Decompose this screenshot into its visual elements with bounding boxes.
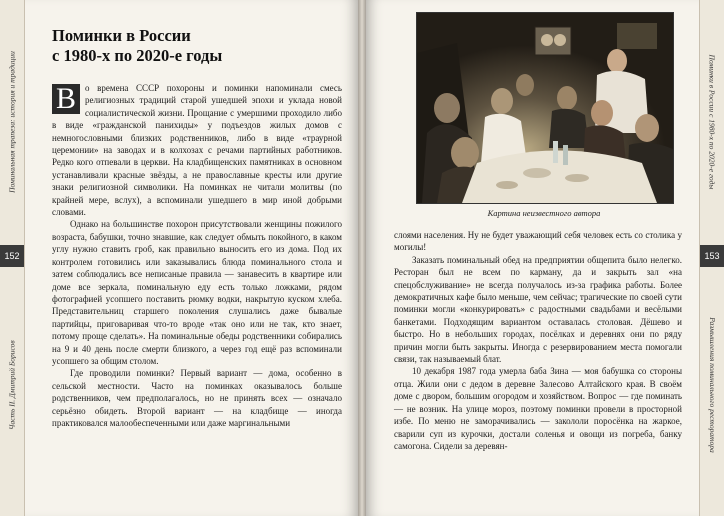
paragraph: Где проводили поминки? Первый вариант — дома, особенно в сельской местности. Часто на поминках оказывалось больше родственников, чем предполагалось, но не принять всех — означало серьёзно обидеть. Второй вариант — на кладбище — иногда практиковался малообеспеченными или даже маргинальными	[52, 368, 342, 428]
paragraph: Заказать поминальный обед на предприятии общепита было нелегко. Ресторан был не всем по карману, да и закрыть зал «на спецобслуживание» не всегда получалось из-за графика работы. Более демократичных кафе было меньше, чем сейчас; трагические по своей сути поминки могли «конкурировать» с радостными свадьбами и весёлыми банкетами. Подходящим вариантом оставалась столовая. Дёшево и быстро. Но в небольших городах, посёлках и деревнях они по ряду причин могли быть закрыты. Иногда с резервированием места помогали связи, так называемый блат.	[394, 254, 682, 365]
painting-image	[416, 12, 674, 204]
left-running-head-bottom: Часть II. Дмитрий Борисов	[7, 340, 17, 430]
right-body-text	[394, 229, 682, 452]
image-caption: Картина неизвестного автора	[487, 208, 601, 218]
right-running-head-bottom: Размышления поминального ресторатора	[707, 317, 717, 453]
left-page-number: 152	[0, 245, 24, 267]
right-page-number: 153	[700, 245, 724, 267]
right-page	[366, 0, 724, 516]
paragraph: 10 декабря 1987 года умерла баба Зина — моя бабушка со стороны отца. Жили они с дедом в деревне Залесово Алтайского края. В своём доме с двором, большим огородом и хозяйством. Вопрос — где поминать — не возник. На улице мороз, поэтому поминки провели в просторной избе. По меню не заморачивались — закололи поросёнка на жаркое, сварили суп из курочки, достали соленья и овощи из погреба, банку самогона. Сидели за деревян-	[394, 366, 682, 451]
paragraph: слоями населения. Ну не будет уважающий себя человек есть со столика у могилы!	[394, 230, 682, 253]
right-running-head-top: Поминки в России с 1980-х по 2020-е годы	[707, 54, 717, 190]
painting-illustration	[417, 13, 673, 203]
paragraph: Однако на большинстве похорон присутствовали женщины пожилого возраста, бабушки, точно знавшие, как следует обмыть покойного, в каком углу нужно ставить гроб, как правильно выносить его из дома. Под их контролем готовились или заказывались блюда поминального стола и затем соблюдались все неписаные правила — занавесить в квартире или доме все зеркала, поминальную еду есть только ложками, рядом фотографией усопшего поставить рюмку водки, накрытую куском хлеба. Представительниц старшего поколения слушались даже бывалые партийцы, приговаривая что-то вроде «так оно или не так, кто знает, потому проще сделать». На поминальные обеды родственники собирались на 9 и 40 день после смерти близкого, а через год ещё раз вспоминали усопшего за общим столом.	[52, 219, 342, 366]
chapter-title-line2: с 1980-х по 2020-е годы	[52, 46, 223, 65]
chapter-title-line1: Поминки в России	[52, 26, 191, 45]
paragraph-text: о времена СССР похороны и поминки напоминали смесь религиозных традиций старой ушедшей эпохи и уклада новой социалистической жизни. Прощание с умершими проходило либо в виде «гражданской панихиды» у подъездов жилых домов с немногословными близких родственников, либо в виде «траурной церемонии» на заводах и в колхозах с речами партийных работников. Редко кого отпевали в церкви. На кладбищенских памятниках в основном устанавливали красные звёзды, а не православные кресты или другие знаки религиозной символики. На поминках не читали молитвы (по крайней мере, вслух), а вспоминали ушедшего в мир иной добрыми словами.	[52, 83, 342, 218]
left-running-head-top: Поминальная трапеза: история и традиции	[7, 51, 17, 193]
drop-cap: В	[52, 84, 80, 114]
chapter-title	[52, 26, 222, 66]
left-body-text	[52, 82, 342, 429]
book-gutter	[358, 0, 366, 516]
left-page	[0, 0, 358, 516]
paragraph	[52, 82, 342, 218]
